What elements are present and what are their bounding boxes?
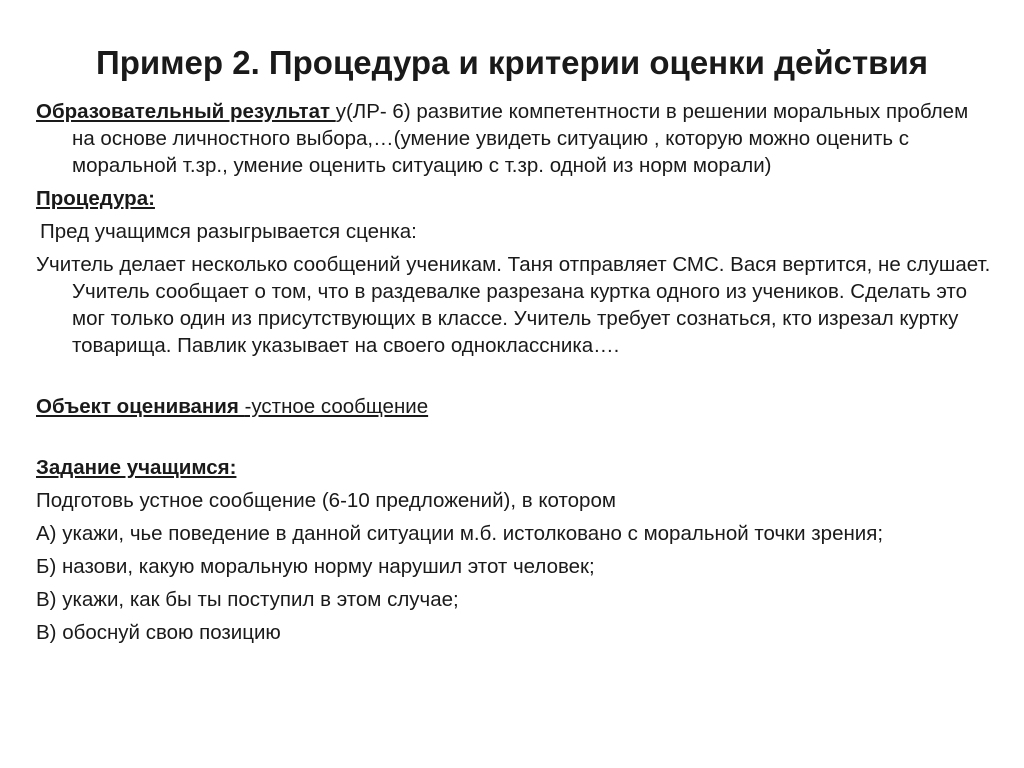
task-item-c: В) укажи, как бы ты поступил в этом случае; (36, 588, 459, 611)
task-item-d: В) обоснуй свою позицию (36, 621, 281, 644)
slide-title: Пример 2. Процедура и критерии оценки действия (95, 44, 929, 81)
procedure-heading-paragraph (36, 185, 996, 212)
task-heading-paragraph (36, 454, 996, 481)
task-label: Задание учащимся: (36, 456, 237, 479)
procedure-intro: Пред учащимся разыгрывается сценка: (40, 220, 417, 243)
task-item-a: А) укажи, чье поведение в данной ситуации м.б. истолковано с моральной точки зрения; (36, 522, 884, 545)
procedure-text: Учитель делает несколько сообщений ученикам. Таня отправляет СМС. Вася вертится, не слушает. Учитель сообщает о том, что в раздевалке разрезана куртка одного из учеников. Сделать это мог только один из присутствующих в классе. Учитель требует сознаться, кто изрезал куртку товарища. Павлик указывает на своего одноклассника…. (36, 253, 991, 357)
slide-content (36, 98, 996, 652)
outcome-label: Образовательный результат (36, 100, 336, 123)
task-item-b: Б) назови, какую моральную норму нарушил этот человек; (36, 555, 595, 578)
procedure-intro-paragraph (36, 218, 996, 245)
outcome-paragraph (36, 98, 996, 179)
procedure-text-paragraph (36, 251, 996, 359)
procedure-label: Процедура: (36, 187, 155, 210)
task-intro-paragraph (36, 487, 996, 514)
outcome-text: у(ЛР- 6) развитие компетентности в решении моральных проблем на основе личностного выбора,…(умение увидеть ситуацию , которую можно оценить с моральной т.зр., умение оценить ситуацию с т.зр. одной из норм морали) (72, 100, 969, 177)
object-label: Объект оценивания (36, 395, 245, 418)
object-text: -устное сообщение (244, 395, 429, 418)
object-paragraph (36, 393, 996, 420)
task-intro: Подготовь устное сообщение (6-10 предложений), в котором (36, 489, 616, 512)
